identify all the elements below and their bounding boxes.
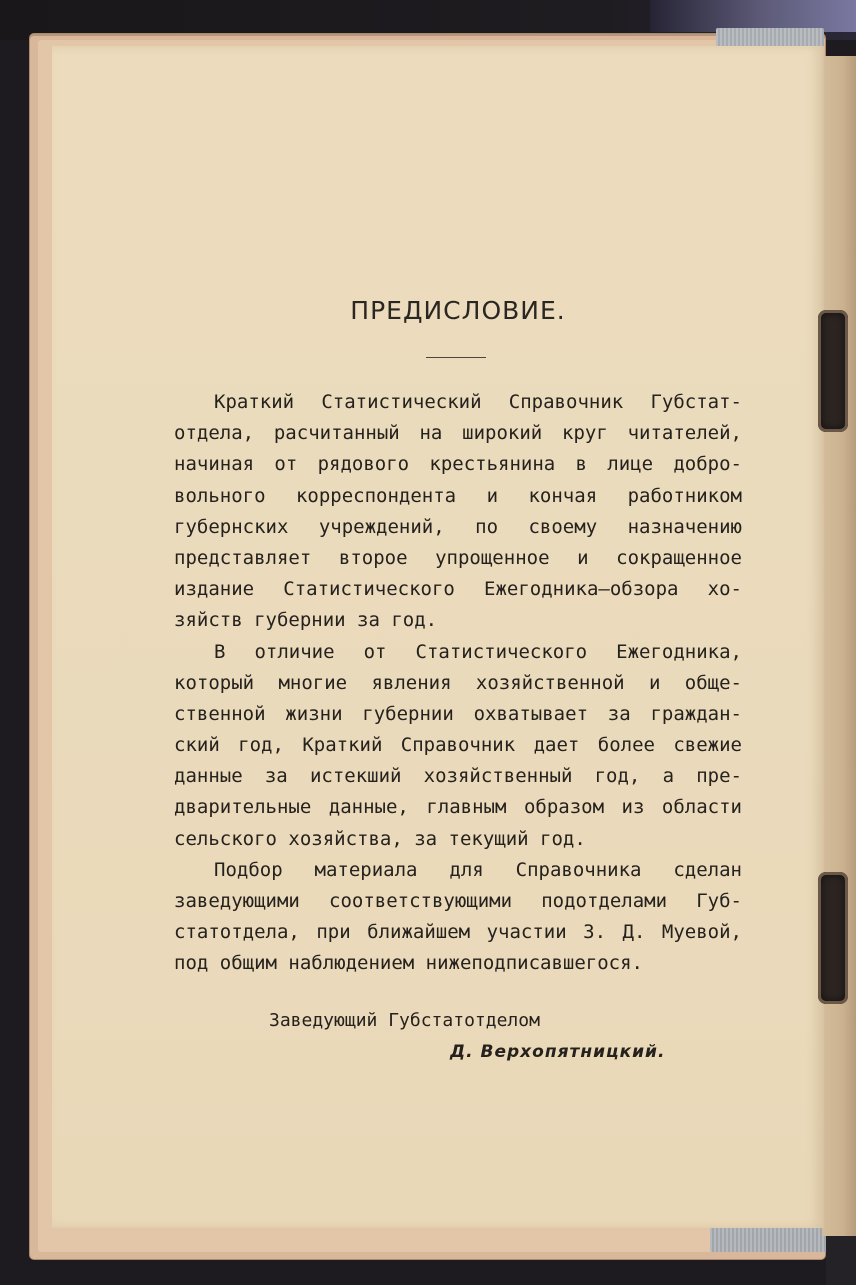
preface-text: [174, 387, 742, 980]
text-line: данные за истекший хозяйственный год, а пре-: [174, 765, 742, 788]
text-line: дварительные данные, главным образом из области: [174, 796, 742, 819]
text-line: под общим наблюдением нижеподписавшегося.: [174, 952, 643, 975]
text-line: начиная от рядового крестьянина в лице добро-: [174, 453, 742, 476]
paragraph-3: [174, 855, 742, 980]
text-line: ский год, Краткий Справочник дает более свежие: [174, 734, 742, 757]
scan-background-bottom: [826, 1236, 856, 1285]
text-line: губернских учреждений, по своему назначению: [174, 515, 742, 538]
title-divider: [426, 357, 486, 358]
text-line: Краткий Статистический Справочник Губстат-: [214, 391, 742, 413]
text-line: сельского хозяйства, за текущий год.: [174, 827, 586, 850]
text-line: В отличие от Статистического Ежегодника,: [214, 640, 742, 663]
text-line: статотдела, при ближайшем участии З. Д. Муевой,: [174, 921, 742, 944]
text-line: ственной жизни губернии охватывает за граждан-: [174, 702, 742, 725]
text-line: издание Статистического Ежегодника—обзора хо-: [174, 578, 742, 601]
text-line: вольного корреспондента и кончая работником: [174, 484, 742, 507]
text-line: представляет второе упрощенное и сокращенное: [174, 546, 742, 569]
text-line: заведующими соответствующими подотделами Губ-: [174, 890, 742, 912]
text-line: отдела, расчитанный на широкий круг читателей,: [174, 422, 742, 445]
paragraph-1: [174, 387, 742, 637]
text-line: Подбор материала для Справочника сделан: [214, 858, 742, 881]
paragraph-2: [174, 637, 742, 855]
text-line: зяйств губернии за год.: [174, 609, 438, 632]
signature-role: Заведующий Губстатотделом: [269, 1010, 540, 1031]
page-title: ПРЕДИСЛОВИЕ.: [350, 296, 566, 325]
signature-name: Д. Верхопятницкий.: [450, 1042, 666, 1062]
binding-strip: [822, 56, 856, 1236]
binding-hole-top: [818, 310, 848, 432]
text-line: который многие явления хозяйственной и обще-: [174, 671, 742, 694]
binding-hole-bottom: [818, 872, 848, 1004]
